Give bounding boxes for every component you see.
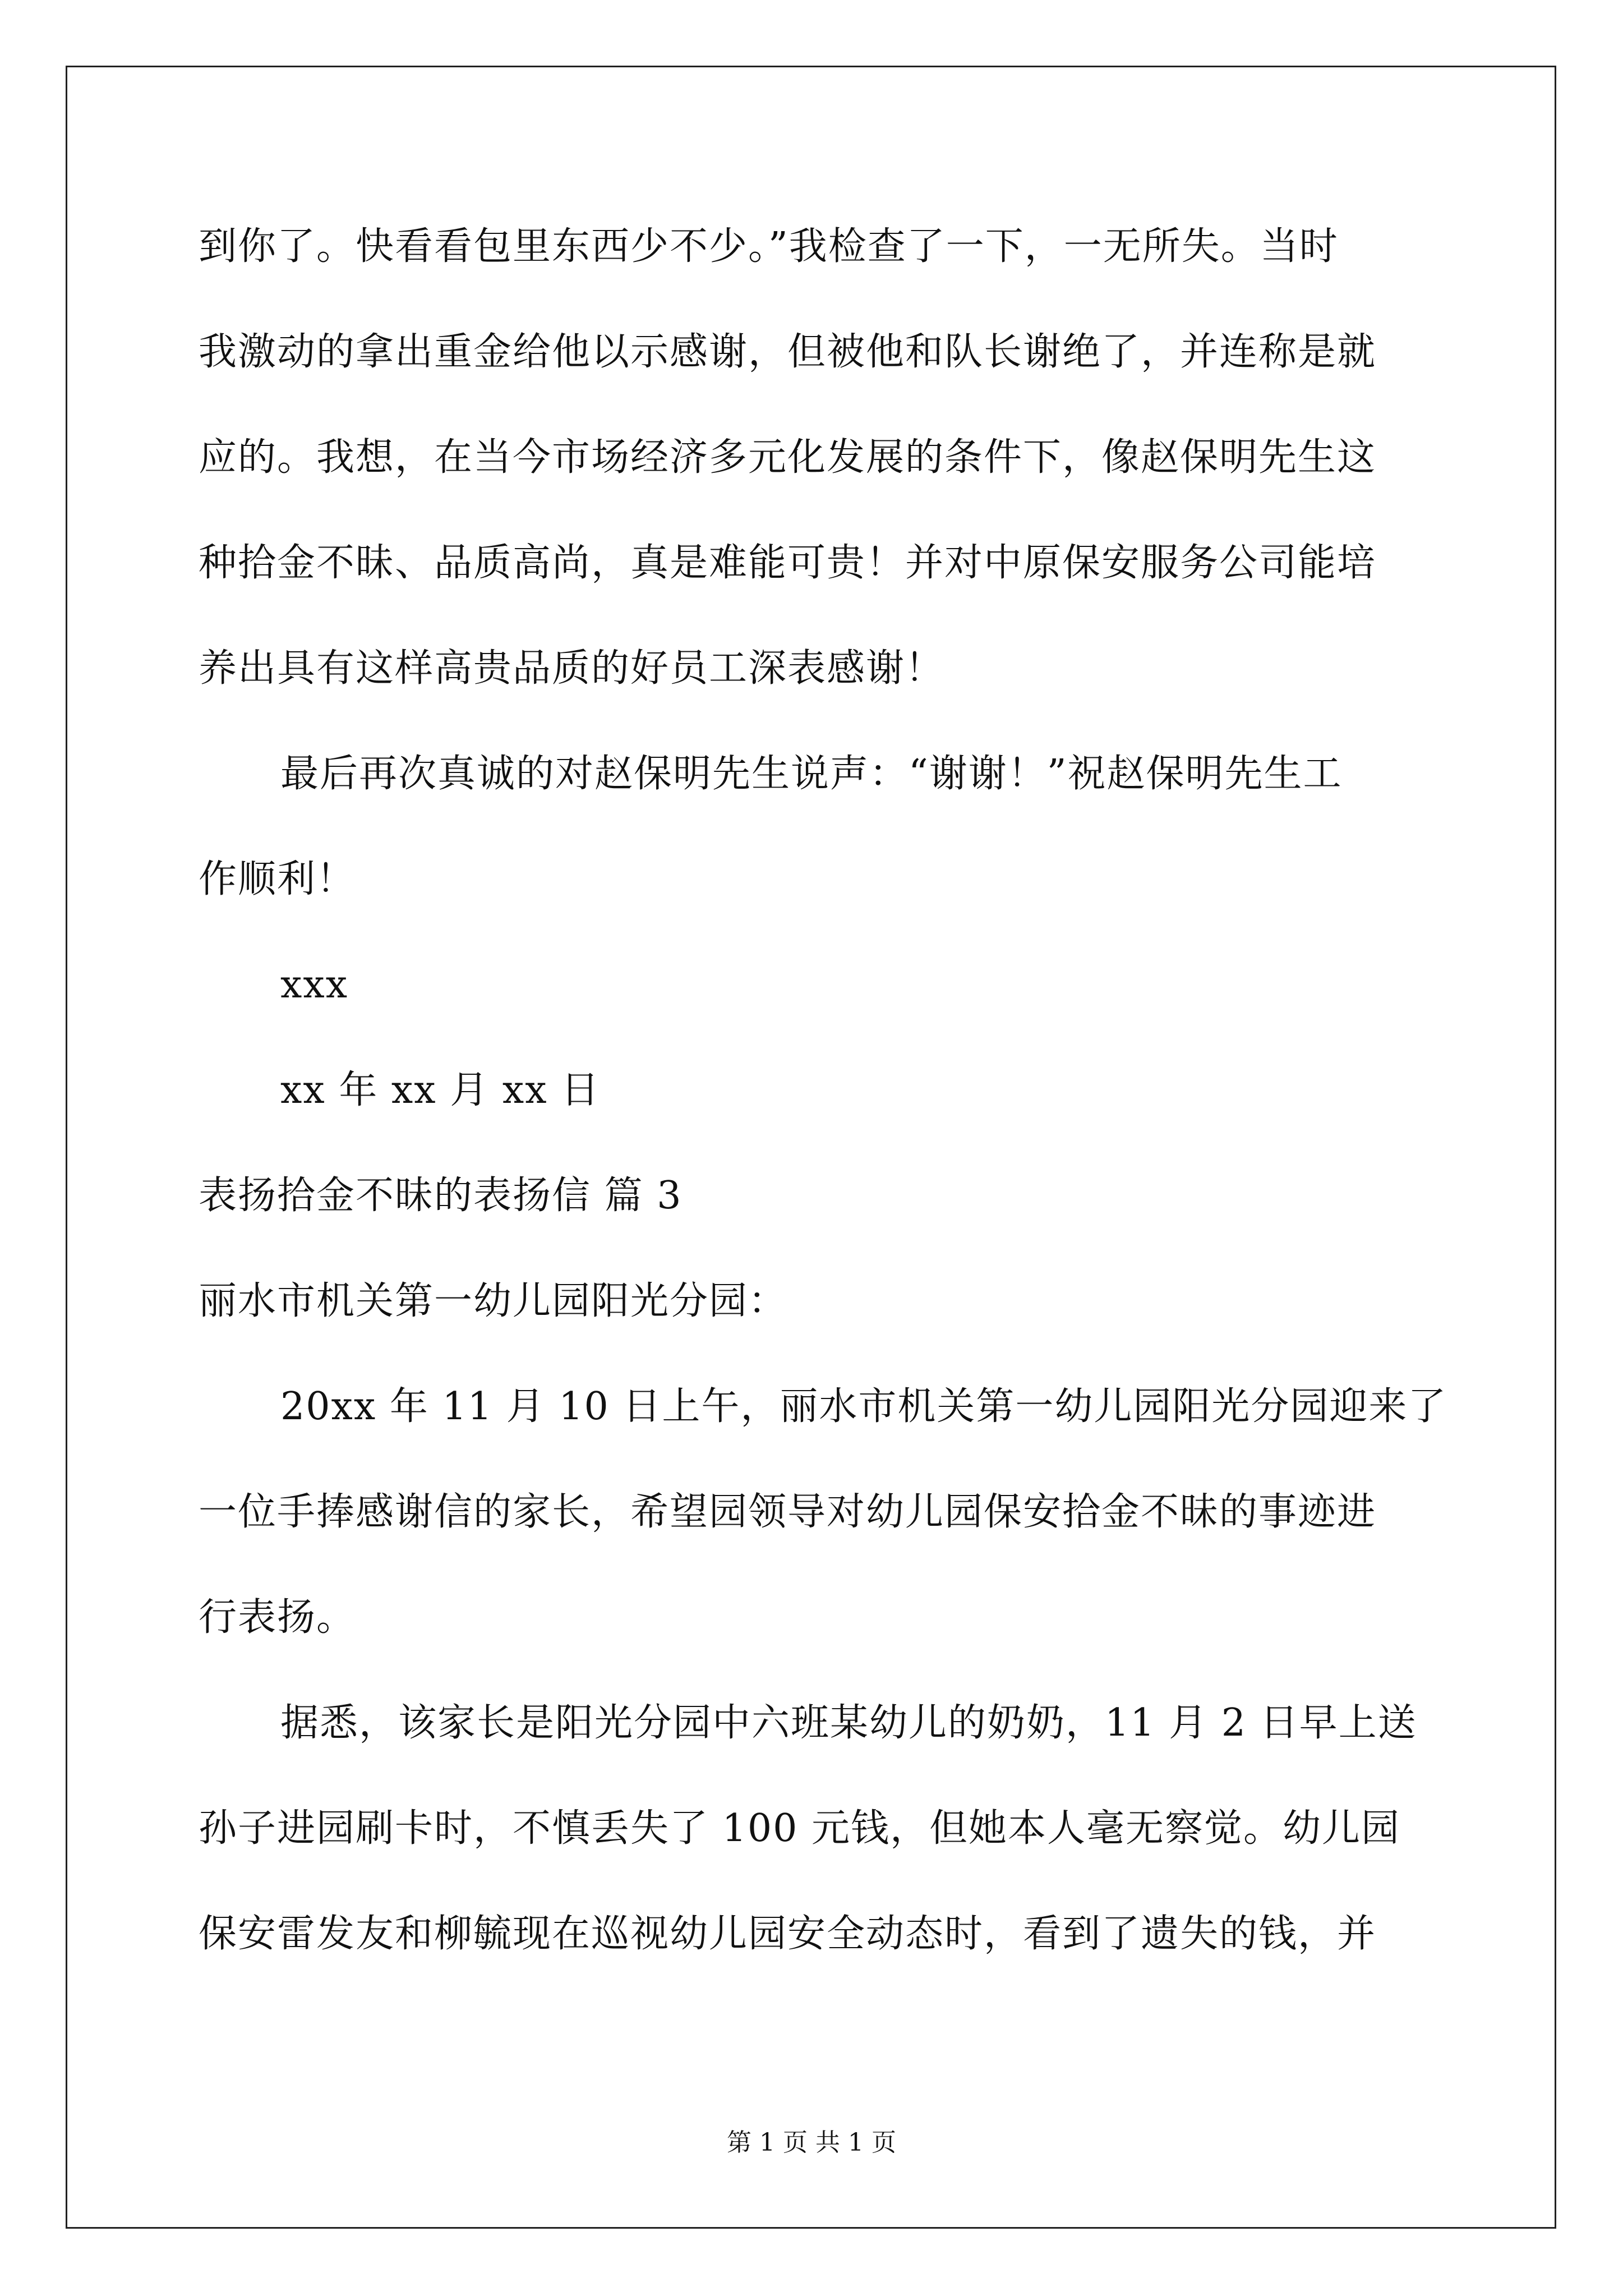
salutation: 丽水市机关第一幼儿园阳光分园： (199, 1279, 788, 1323)
text-line: 到你了。快看看包里东西少不少。”我检查了一下，一无所失。当时 (199, 224, 1339, 269)
text-line: 保安雷发友和柳毓现在巡视幼儿园安全动态时，看到了遗失的钱，并 (199, 1912, 1377, 1956)
text-line: 作顺利！ (199, 857, 356, 901)
paragraph-line: 最后再次真诚的对赵保明先生说声：“谢谢！”祝赵保明先生工 (280, 752, 1343, 796)
document-body (199, 213, 1447, 2006)
paragraph-line: 20xx 年 11 月 10 日上午，丽水市机关第一幼儿园阳光分园迎来了 (280, 1384, 1447, 1429)
page-footer: 第 1 页 共 1 页 (727, 2128, 896, 2157)
text-line: 我激动的拿出重金给他以示感谢，但被他和队长谢绝了，并连称是就 (199, 330, 1377, 374)
paragraph-line: 据悉，该家长是阳光分园中六班某幼儿的奶奶，11 月 2 日早上送 (280, 1701, 1417, 1745)
text-line: 一位手捧感谢信的家长，希望园领导对幼儿园保安拾金不昧的事迹进 (199, 1490, 1377, 1534)
text-line: 养出具有这样高贵品质的好员工深表感谢！ (199, 646, 945, 691)
text-line: 应的。我想，在当今市场经济多元化发展的条件下，像赵保明先生这 (199, 435, 1377, 480)
signature-date: xx 年 xx 月 xx 日 (280, 1068, 601, 1112)
text-line: 种拾金不昧、品质高尚，真是难能可贵！并对中原保安服务公司能培 (199, 541, 1377, 585)
text-line: 孙子进园刷卡时，不慎丢失了 100 元钱，但她本人毫无察觉。幼儿园 (199, 1806, 1401, 1851)
section-heading: 表扬拾金不昧的表扬信 篇 3 (199, 1174, 683, 1218)
text-line: 行表扬。 (199, 1595, 356, 1640)
signature-name: xxx (280, 963, 349, 1007)
